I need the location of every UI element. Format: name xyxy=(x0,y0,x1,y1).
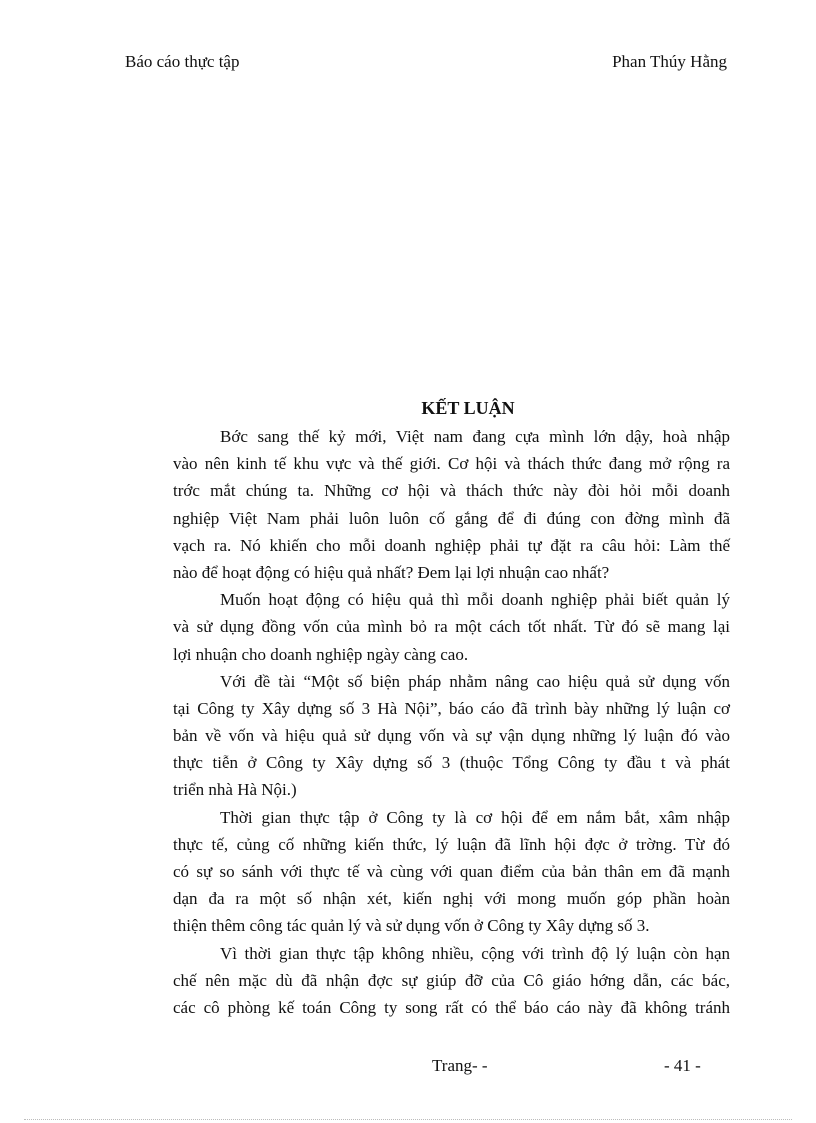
paragraph-line: và sử dụng đồng vốn của mình bỏ ra một cách tốt nhất. Từ đó sẽ mang lại xyxy=(173,617,730,637)
paragraph-line: thiện thêm công tác quản lý và sử dụng vốn ở Công ty Xây dựng số 3. xyxy=(173,916,650,936)
paragraph-line: nghiệp Việt Nam phải luôn luôn cố gắng để đi đúng con đờng mình đã xyxy=(173,508,730,528)
paragraph-line: dạn đa ra một số nhận xét, kiến nghị với mong muốn góp phần hoàn xyxy=(173,889,730,909)
paragraph-line: lợi nhuận cho doanh nghiệp ngày càng cao. xyxy=(173,644,469,664)
header-left: Báo cáo thực tập xyxy=(125,52,240,71)
paragraph-line: chế nên mặc dù đã nhận đợc sự giúp đỡ của Cô giáo hớng dẫn, các bác, xyxy=(173,970,730,990)
paragraph-line: triển nhà Hà Nội.) xyxy=(173,780,297,800)
paragraph-line: Với đề tài “Một số biện pháp nhằm nâng cao hiệu quả sử dụng vốn xyxy=(220,671,730,691)
paragraph-line: các cô phòng kế toán Công ty song rất có thể báo cáo này đã không tránh xyxy=(173,997,730,1017)
paragraph-line: tại Công ty Xây dựng số 3 Hà Nội”, báo cáo đã trình bày những lý luận cơ xyxy=(173,698,730,718)
paragraph-line: vào nên kinh tế khu vực và thế giới. Cơ hội và thách thức đang mở rộng ra xyxy=(173,454,730,474)
paragraph-line: Muốn hoạt động có hiệu quả thì mỗi doanh nghiệp phải biết quản lý xyxy=(220,590,730,610)
header-right: Phan Thúy Hằng xyxy=(612,52,727,71)
document-body xyxy=(173,423,730,1021)
paragraph-line: Bớc sang thế kỷ mới, Việt nam đang cựa mình lớn dậy, hoà nhập xyxy=(220,427,730,446)
paragraph-line: vạch ra. Nó khiến cho mỗi doanh nghiệp phải tự đặt ra câu hỏi: Làm thế xyxy=(173,535,730,555)
paragraph-line: thực tế, củng cố những kiến thức, lý luận đã lĩnh hội đợc ở trờng. Từ đó xyxy=(173,834,730,854)
paragraph-line: nào để hoạt động có hiệu quả nhất? Đem lại lợi nhuận cao nhất? xyxy=(173,562,610,582)
page-number: - 41 - xyxy=(664,1056,701,1075)
paragraph-line: Vì thời gian thực tập không nhiều, cộng với trình độ lý luận còn hạn xyxy=(220,943,730,963)
page-boundary xyxy=(24,1119,792,1120)
paragraph-line: trớc mắt chúng ta. Những cơ hội và thách thức này đòi hỏi mỗi doanh xyxy=(173,481,730,501)
paragraph-line: Thời gian thực tập ở Công ty là cơ hội để em nắm bắt, xâm nhập xyxy=(220,807,730,827)
paragraph-line: thực tiễn ở Công ty Xây dựng số 3 (thuộc Tổng Công ty đầu t và phát xyxy=(173,753,730,773)
footer-label: Trang- - xyxy=(432,1056,488,1075)
paragraph-line: có sự so sánh với thực tế và cùng với quan điểm của bản thân em đã mạnh xyxy=(173,862,730,881)
page-title: KẾT LUẬN xyxy=(421,398,515,418)
paragraph-line: bản về vốn và hiệu quả sử dụng vốn và sự vận dụng những lý luận đó vào xyxy=(173,726,730,746)
